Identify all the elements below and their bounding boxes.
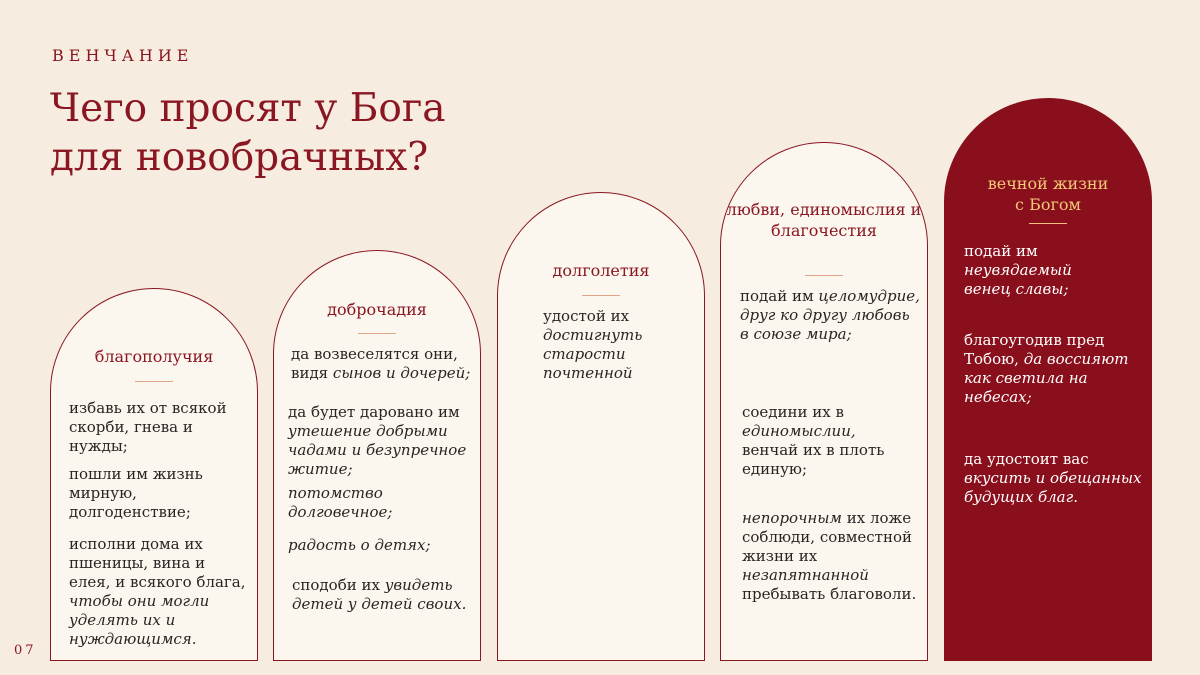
arch-paragraph: [291, 345, 471, 383]
body-text: соедини их в: [742, 403, 844, 421]
arch-paragraph: [292, 576, 472, 614]
emphasis-text: потомство долговечное;: [288, 484, 393, 521]
arch-divider: [135, 381, 173, 382]
body-text: избавь их от всякой скорби, гнева и нужды;: [69, 399, 227, 455]
arch-paragraph: [964, 450, 1144, 507]
arch-heading: долголетия: [552, 261, 650, 280]
arch-paragraph: [740, 287, 920, 344]
body-text: удостой их: [543, 307, 630, 325]
body-text: подай им: [740, 287, 819, 305]
arch-heading: доброчадия: [327, 300, 427, 319]
emphasis-text: незапятнанной: [742, 566, 869, 584]
arch-divider: [582, 295, 620, 296]
arch-divider: [358, 333, 396, 334]
arch-paragraph: [288, 484, 458, 522]
body-text: подай им: [964, 242, 1038, 260]
emphasis-text: непорочным: [742, 509, 842, 527]
arch-wellbeing: [50, 288, 258, 661]
body-text: пошли им жизнь мирную, долгоденствие;: [69, 465, 203, 521]
arch-heading-text: любви, единомыслия и благочестия: [726, 200, 922, 240]
title-line-1: Чего просят у Бога: [50, 86, 446, 131]
arch-heading: благополучия: [94, 347, 214, 366]
arch-divider: [805, 275, 843, 276]
arch-paragraph: [69, 399, 241, 456]
emphasis-text: единомыслии,: [742, 422, 856, 440]
body-text: сподоби их: [292, 576, 385, 594]
body-text: пребывать благоволи.: [742, 585, 917, 603]
emphasis-text: чтобы они могли уделять их и нуждающимся.: [69, 592, 210, 648]
arch-paragraph: [742, 509, 922, 604]
emphasis-text: утешение добрыми чадами и безупречное житие;: [288, 422, 467, 478]
arch-paragraph: [742, 403, 914, 479]
arch-divider: [1029, 223, 1067, 224]
body-text: да будет даровано им: [288, 403, 460, 421]
arch-paragraph: [964, 331, 1134, 407]
arch-heading-text: вечной жизни с Богом: [987, 174, 1109, 214]
emphasis-text: вкусить и обещанных будущих благ.: [964, 469, 1142, 506]
body-text: их ложе соблюди, совместной жизни их: [742, 509, 912, 565]
emphasis-text: неувядаемый венец славы;: [964, 261, 1072, 298]
eyebrow-label: ВЕНЧАНИЕ: [52, 46, 194, 65]
arch-eternal-life: [944, 98, 1152, 661]
body-text: да удостоит вас: [964, 450, 1089, 468]
arch-paragraph: [69, 535, 249, 649]
emphasis-text: увидеть детей у детей своих.: [292, 576, 467, 613]
arch-paragraph: [964, 242, 1114, 299]
page-title: [50, 84, 446, 182]
emphasis-text: радость о детях;: [288, 536, 431, 554]
arch-paragraph: [288, 403, 474, 479]
body-text: венчай их в плоть единую;: [742, 441, 885, 478]
body-text: да возвеселятся они, видя: [291, 345, 458, 382]
arch-longevity: [497, 192, 705, 661]
arch-paragraph: [288, 536, 468, 555]
arch-paragraph: [543, 307, 673, 383]
body-text: благоугодив пред Тобою,: [964, 331, 1105, 368]
arch-paragraph: [69, 465, 219, 522]
body-text: исполни дома их пшеницы, вина и елея, и всякого блага,: [69, 535, 246, 591]
emphasis-text: достигнуть старости почтенной: [543, 326, 643, 382]
arch-heading: [945, 173, 1151, 215]
emphasis-text: сынов и дочерей;: [332, 364, 471, 382]
page-number: 07: [14, 643, 37, 658]
emphasis-text: целомудрие, друг ко другу любовь в союзе мира;: [740, 287, 920, 343]
arch-children: [273, 250, 481, 661]
title-line-2: для новобрачных?: [50, 135, 429, 180]
arch-heading: [721, 199, 927, 241]
arch-love: [720, 142, 928, 661]
emphasis-text: да воссияют как светила на небесах;: [964, 350, 1129, 406]
